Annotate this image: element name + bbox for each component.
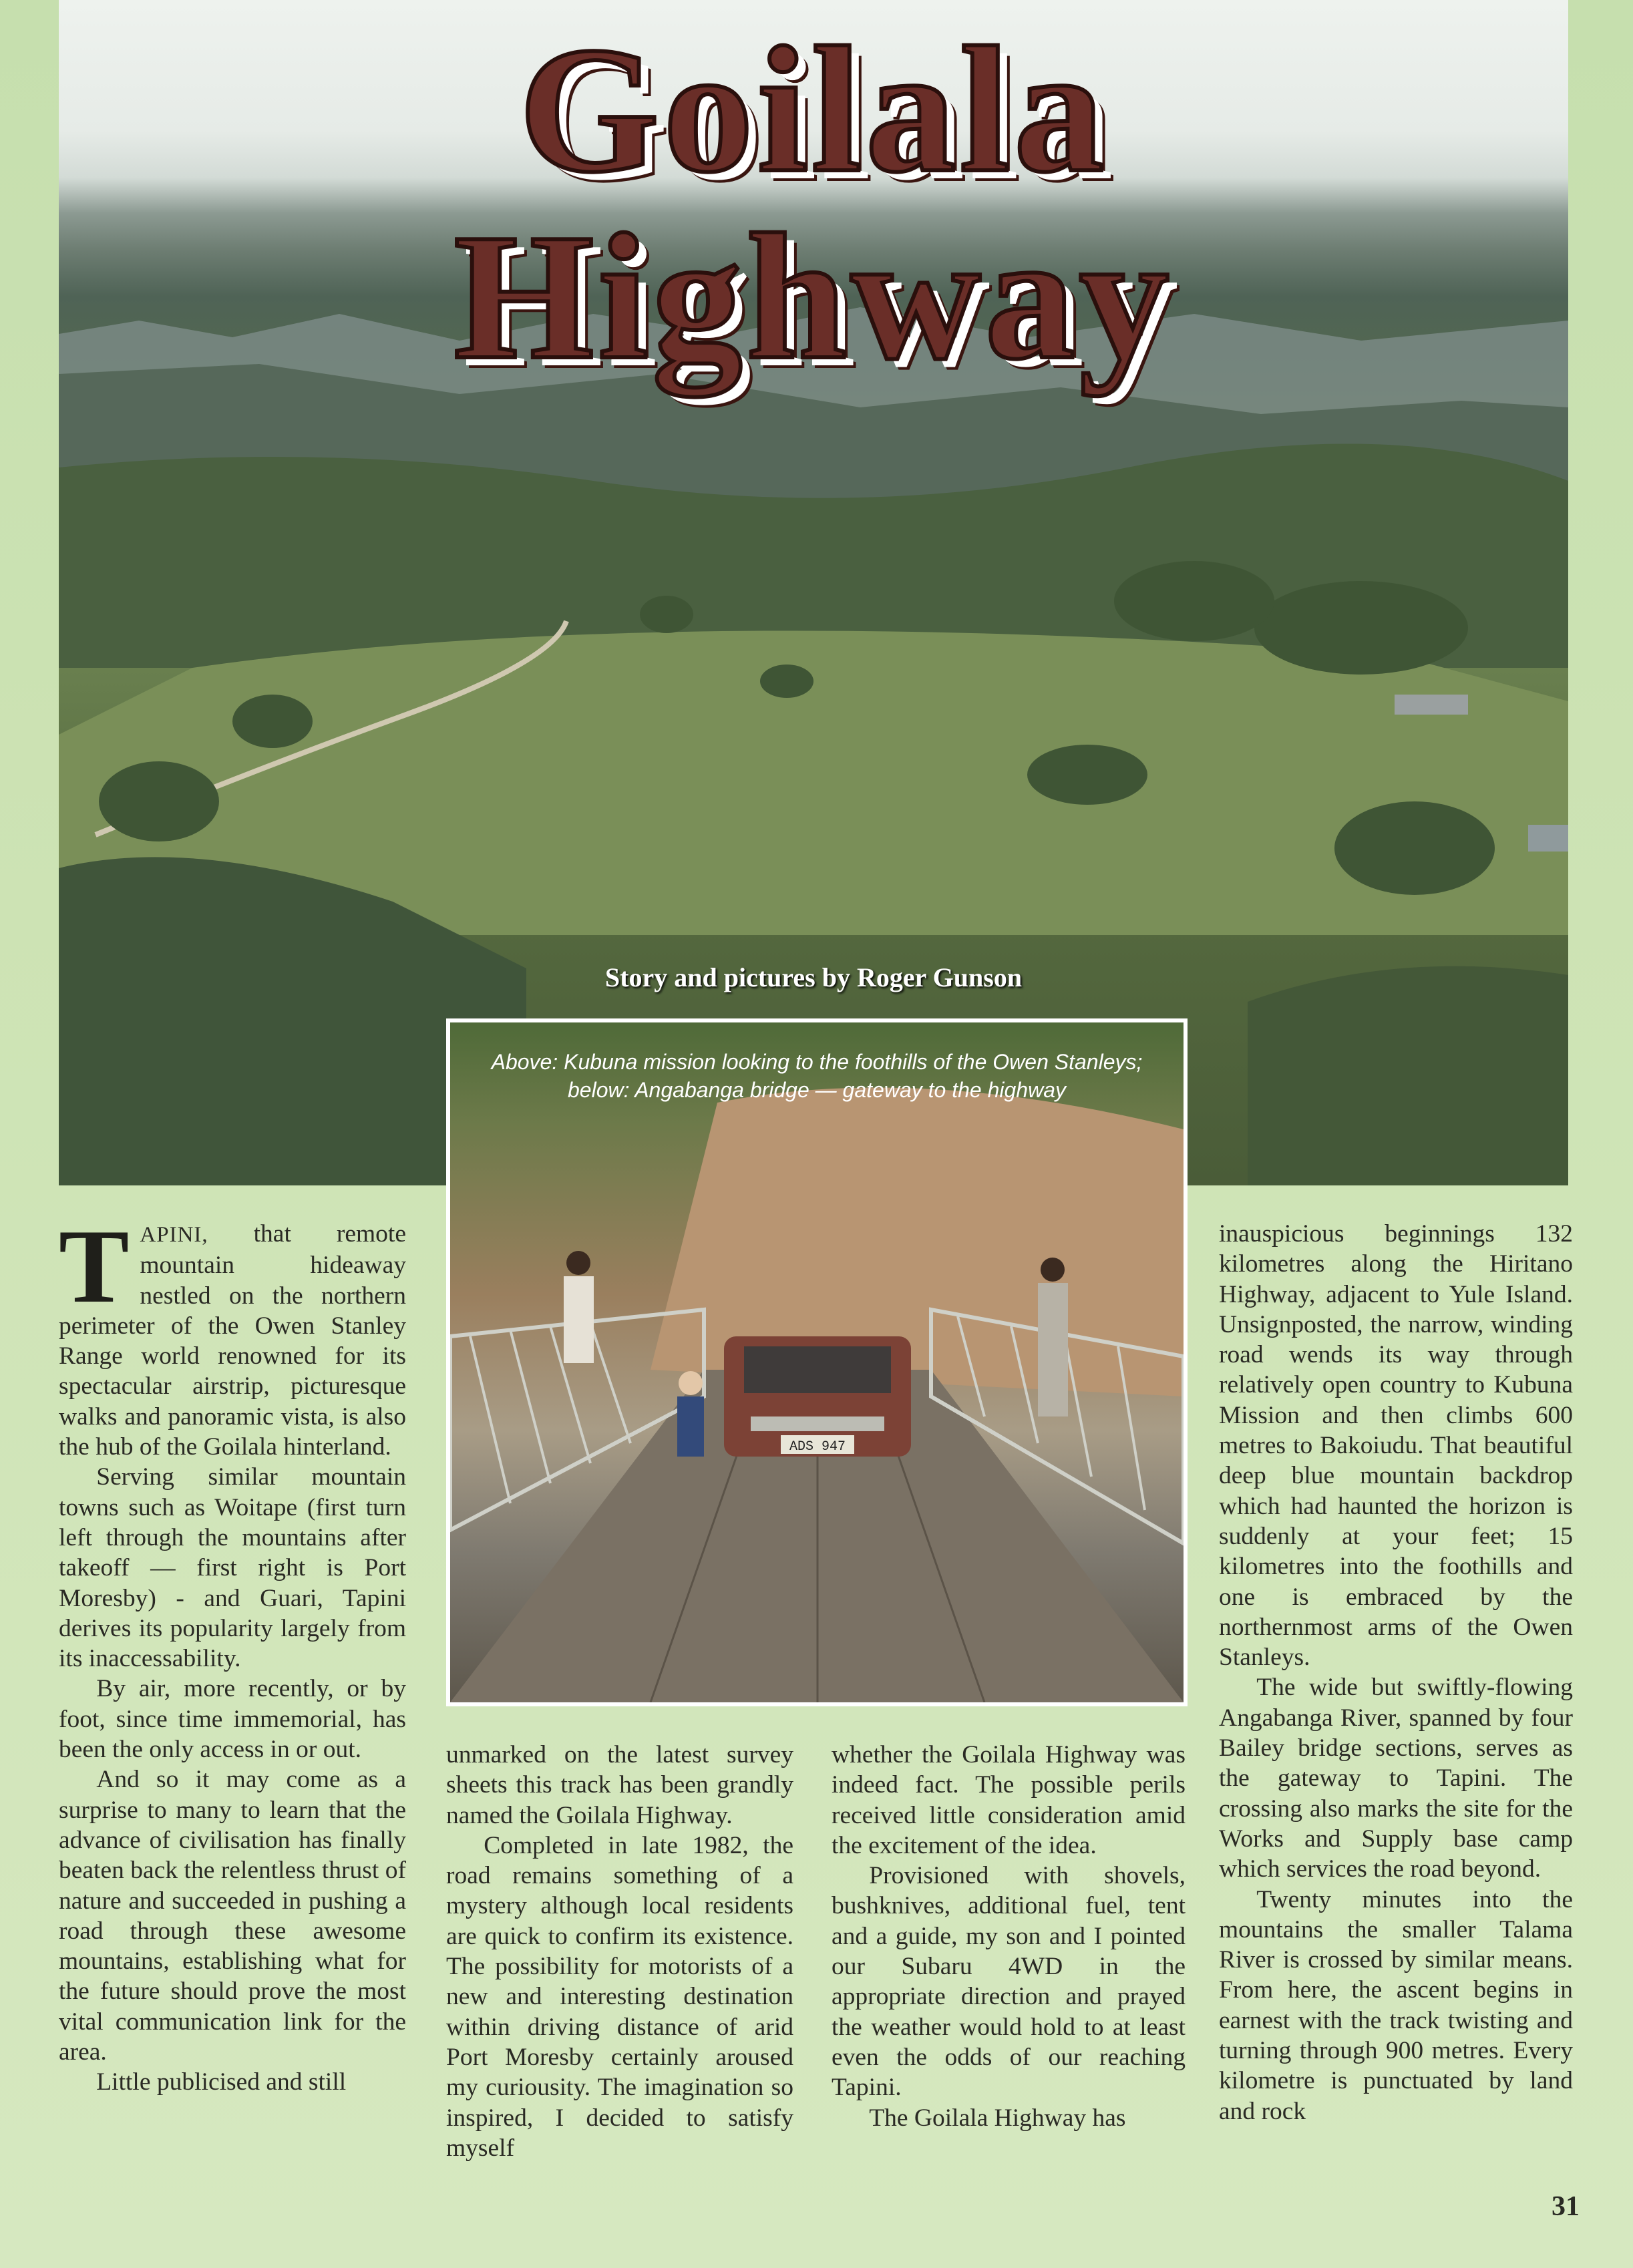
paragraph: inauspicious beginnings 132 kilometres along the Hiritano Highway, adjacent to Yule Island. Unsignposted, the narrow, winding road wends its way through relatively open country to Kubuna Mission and then climbs 600 metres to Bakoiudu. That beautiful deep blue mountain backdrop which had haunted the horizon is suddenly at your feet; 15 kilometres into the foothills and one is embraced by the northernmost arms of the Owen Stanleys. <box>1219 1220 1573 1672</box>
paragraph <box>59 1208 406 1462</box>
paragraph: The Goilala Highway has <box>869 2104 1126 2132</box>
lead-in: APINI, <box>140 1223 208 1247</box>
drop-cap: T <box>59 1208 130 1325</box>
article-column-4 <box>1219 1219 1573 2126</box>
article-column-2 <box>446 1740 793 2163</box>
inset-photo-angabanga-bridge <box>446 1018 1188 1706</box>
article-column-1 <box>59 1208 406 2098</box>
paragraph: whether the Goilala Highway was indeed fact. The possible perils received little consideration amid the excitement of the idea. <box>832 1741 1186 1859</box>
paragraph: The wide but swiftly-flowing Angabanga River, spanned by four Bailey bridge sections, serves as the gateway to Tapini. The crossing also marks the site for the Works and Supply base camp which services the road beyond. <box>1219 1674 1573 1883</box>
number-plate: ADS 947 <box>789 1439 846 1455</box>
title-line-1: Goilala <box>518 10 1109 210</box>
paragraph: Provisioned with shovels, bushknives, additional fuel, tent and a guide, my son and I pointed our Subaru 4WD in the appropriate direction and prayed the weather would hold to at least even the odds of our reaching Tapini. <box>832 1862 1186 2102</box>
byline: Story and pictures by Roger Gunson <box>604 962 1023 992</box>
foreground-hill-right <box>1248 966 1568 1185</box>
windscreen <box>744 1346 891 1393</box>
title-line-2: Highway <box>453 197 1173 397</box>
paragraph: Little publicised and still <box>96 2068 347 2096</box>
page-number: 31 <box>1552 2191 1580 2222</box>
photo-caption <box>450 1048 1184 1104</box>
paragraph-text: that remote mountain hideaway nestled on the northern perimeter of the Owen Stanley Range world renowned for its spectacular airstrip, picturesque walks and panoramic vista, is also the hub of the Goilala hinterland. <box>59 1220 406 1461</box>
mission-building <box>1395 695 1468 715</box>
paragraph: And so it may come as a surprise to many to learn that the advance of civilisation has finally beaten back the relentless thrust of nature and succeeded in pushing a road through these awesome mountains, establishing what for the future should prove the most vital communication link for the area. <box>59 1766 406 2066</box>
shed <box>1528 825 1568 852</box>
bridge-illustration <box>450 1022 1184 1702</box>
paragraph: Completed in late 1982, the road remains something of a mystery although local residents are quick to confirm its existence. The possibility for motorists of a new and interesting destination within driving distance of arid Port Moresby certainly aroused my curiousity. The imagination so inspired, I decided to satisfy myself <box>446 1831 793 2162</box>
paragraph: Twenty minutes into the mountains the smaller Talama River is crossed by similar means. From here, the ascent begins in earnest with the track twisting and turning through 900 metres. Every kilometre is punctuated by land and rock <box>1219 1885 1573 2125</box>
hero-photo-kubuna-mission <box>59 0 1568 1185</box>
paragraph: Serving similar mountain towns such as Woitape (first turn left through the mountains after takeoff — first right is Port Moresby) - and Guari, Tapini derives its popularity largely from its inaccessability. <box>59 1463 406 1673</box>
caption-line-2: below: Angabanga bridge — gateway to the highway <box>568 1078 1066 1102</box>
paragraph: By air, more recently, or by foot, since time immemorial, has been the only access in or out. <box>59 1675 406 1764</box>
article-column-3 <box>832 1740 1186 2133</box>
caption-line-1: Above: Kubuna mission looking to the foothills of the Owen Stanleys; <box>491 1050 1143 1074</box>
paragraph: unmarked on the latest survey sheets this track has been grandly named the Goilala Highway. <box>446 1741 793 1829</box>
car-grille <box>751 1416 884 1431</box>
